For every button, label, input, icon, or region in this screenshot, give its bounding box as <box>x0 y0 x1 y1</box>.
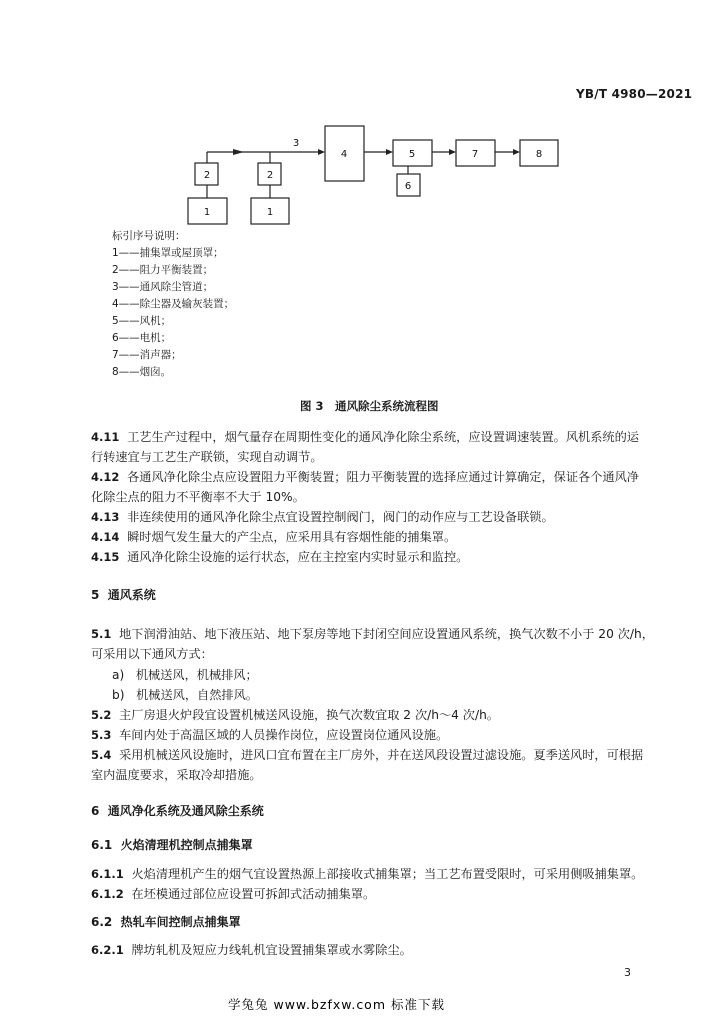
clause-number: 5.1 <box>91 627 112 641</box>
arrow-head <box>513 149 520 155</box>
label-2a: 2 <box>203 170 211 181</box>
arrow-head <box>318 149 325 155</box>
list-text: 机械送风，自然排风。 <box>136 688 258 702</box>
standard-code: YB/T 4980—2021 <box>576 87 693 101</box>
label-8: 8 <box>535 149 543 160</box>
label-2b: 2 <box>266 170 274 181</box>
label-3: 3 <box>292 138 300 149</box>
label-4: 4 <box>340 149 348 160</box>
section-heading-5 <box>91 586 156 603</box>
clause-5-4 <box>91 746 643 763</box>
legend-item: 6——电机； <box>112 332 172 344</box>
clause-number: 6.1.2 <box>91 887 124 901</box>
clause-text: 瞬时烟气发生量大的产尘点，应采用具有容烟性能的捕集罩。 <box>127 530 457 544</box>
arrow-head <box>386 149 393 155</box>
legend-item: 5——风机； <box>112 315 172 327</box>
page-number: 3 <box>624 966 631 979</box>
clause-number: 4.13 <box>91 510 120 524</box>
clause-text: 地下润滑油站、地下液压站、地下泵房等地下封闭空间应设置通风系统，换气次数不小于 20 次/h， <box>119 627 654 641</box>
clause-text: 非连续使用的通风净化除尘点宜设置控制阀门，阀门的动作应与工艺设备联锁。 <box>127 510 554 524</box>
clause-text-continued: 化除尘点的阻力不平衡率不大于 10%。 <box>91 490 305 504</box>
legend-item: 2——阻力平衡装置； <box>112 264 214 276</box>
label-6: 6 <box>404 181 412 192</box>
section-title: 火焰清理机控制点捕集罩 <box>120 838 253 852</box>
list-mark: b) <box>112 688 125 702</box>
legend-item: 8——烟囱。 <box>112 366 172 378</box>
clause-text-continued: 可采用以下通风方式： <box>91 647 213 661</box>
section-heading-6 <box>91 802 264 819</box>
legend-item: 1——捕集罩或屋顶罩； <box>112 247 224 259</box>
clause-text: 在坯模通过部位应设置可拆卸式活动捕集罩。 <box>131 887 376 901</box>
clause-4-11 <box>91 428 639 445</box>
clause-text: 主厂房退火炉段宜设置机械送风设施，换气次数宜取 2 次/h～4 次/h。 <box>119 708 499 722</box>
list-item-a <box>112 666 258 683</box>
clause-5-3 <box>91 726 448 743</box>
clause-number: 5.2 <box>91 708 112 722</box>
clause-number: 5.3 <box>91 728 112 742</box>
clause-text: 各通风净化除尘点应设置阻力平衡装置；阻力平衡装置的选择应通过计算确定，保证各个通风净 <box>127 470 639 484</box>
clause-6-1-1 <box>91 865 643 882</box>
clause-number: 4.12 <box>91 470 120 484</box>
clause-number: 4.15 <box>91 550 120 564</box>
clause-4-15 <box>91 548 468 565</box>
clause-number: 4.14 <box>91 530 120 544</box>
clause-text: 牌坊轧机及短应力线轧机宜设置捕集罩或水雾除尘。 <box>131 943 412 957</box>
list-mark: a) <box>112 668 125 682</box>
clause-text-continued: 室内温度要求，采取冷却措施。 <box>91 768 262 782</box>
clause-6-2-1 <box>91 941 412 958</box>
section-number: 6 <box>91 804 100 818</box>
clause-number: 5.4 <box>91 748 112 762</box>
section-number: 6.1 <box>91 838 113 852</box>
flow-diagram <box>0 0 724 240</box>
clause-number: 6.2.1 <box>91 943 124 957</box>
clause-text: 通风净化除尘设施的运行状态，应在主控室内实时显示和监控。 <box>127 550 469 564</box>
section-title: 热轧车间控制点捕集罩 <box>120 915 241 929</box>
legend <box>112 228 234 381</box>
clause-text: 车间内处于高温区域的人员操作岗位，应设置岗位通风设施。 <box>119 728 449 742</box>
clause-number: 4.11 <box>91 430 120 444</box>
section-number: 6.2 <box>91 915 113 929</box>
section-number: 5 <box>91 588 100 602</box>
clause-number: 6.1.1 <box>91 867 124 881</box>
subsection-heading-6-1 <box>91 836 253 853</box>
clause-5-1 <box>91 625 654 642</box>
legend-item: 4——除尘器及输灰装置； <box>112 298 235 310</box>
label-7: 7 <box>471 149 479 160</box>
clause-4-14 <box>91 528 456 545</box>
subsection-heading-6-2 <box>91 913 241 930</box>
arrow-head <box>233 149 244 155</box>
legend-title: 标引序号说明： <box>112 230 186 242</box>
label-5: 5 <box>408 149 416 160</box>
arrow-head <box>449 149 456 155</box>
clause-text: 火焰清理机产生的烟气宜设置热源上部接收式捕集罩；当工艺布置受限时，可采用侧吸捕集罩。 <box>131 867 644 881</box>
footer-watermark: 学兔兔 www.bzfxw.com 标准下载 <box>228 997 445 1012</box>
clause-5-2 <box>91 706 499 723</box>
figure-caption: 图 3 通风除尘系统流程图 <box>300 399 439 413</box>
label-1b: 1 <box>266 207 274 218</box>
legend-item: 3——通风除尘管道； <box>112 281 214 293</box>
clause-text: 工艺生产过程中，烟气量存在周期性变化的通风净化除尘系统，应设置调速装置。风机系统的运 <box>127 430 639 444</box>
label-1a: 1 <box>203 207 211 218</box>
clause-4-13 <box>91 508 554 525</box>
clause-text: 采用机械送风设施时，进风口宜布置在主厂房外，并在送风段设置过滤设施。夏季送风时，可根据 <box>119 748 644 762</box>
section-title: 通风系统 <box>107 588 156 602</box>
clause-6-1-2 <box>91 885 375 902</box>
section-title: 通风净化系统及通风除尘系统 <box>107 804 264 818</box>
clause-text-continued: 行转速宜与工艺生产联锁，实现自动调节。 <box>91 450 323 464</box>
list-text: 机械送风，机械排风； <box>135 668 258 682</box>
list-item-b <box>112 686 258 703</box>
legend-item: 7——消声器； <box>112 349 182 361</box>
clause-4-12 <box>91 468 639 485</box>
